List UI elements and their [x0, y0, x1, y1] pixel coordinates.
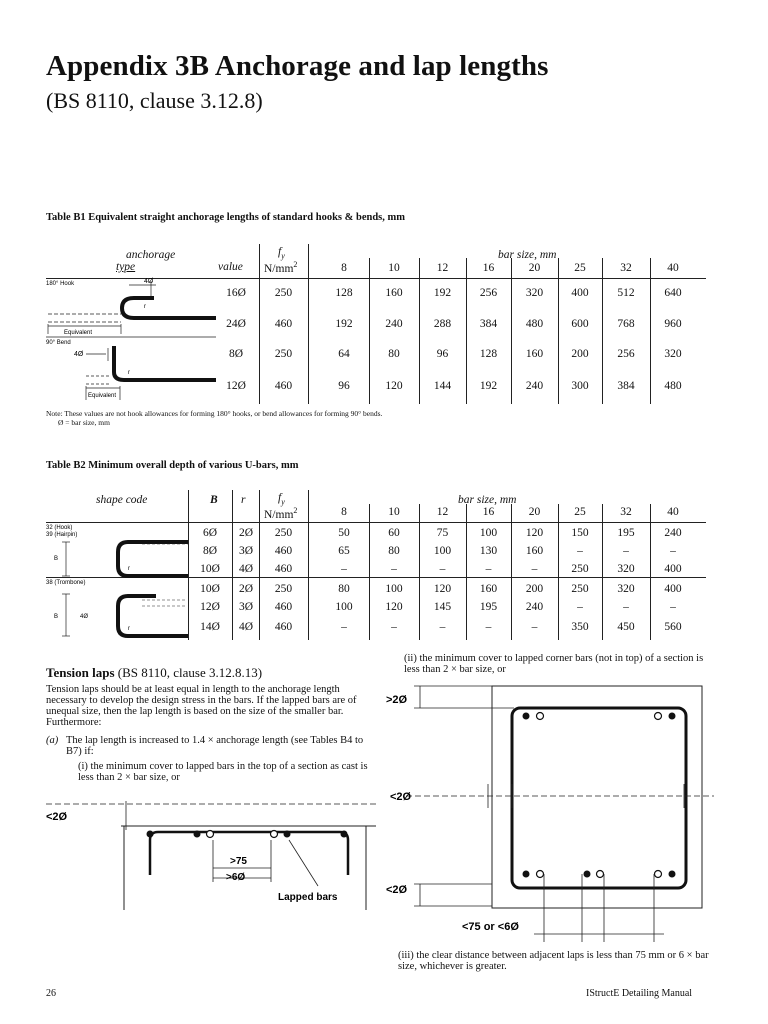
- b2-cell: 560: [664, 621, 682, 633]
- b2-b-label: B: [54, 556, 59, 562]
- b2-size-40: 40: [667, 506, 679, 518]
- b1-cell: 160: [525, 348, 544, 360]
- tension-a-label: (a): [46, 735, 59, 746]
- left-gap1-label: >75: [230, 856, 247, 867]
- b1-cell: 600: [571, 318, 589, 330]
- b1-note-1: Note: These values are not hook allowances for forming 180° hooks, or bend allowances for forming 90° bends.: [46, 409, 383, 418]
- b2-r-label: r: [128, 566, 130, 572]
- b1-cell: 200: [571, 348, 589, 360]
- b2-cell: 250: [571, 583, 589, 595]
- b2-cell: –: [391, 621, 397, 633]
- b1-cell: 96: [338, 380, 350, 392]
- b1-cell: 640: [664, 287, 682, 299]
- b2-cell-B: 12Ø: [200, 601, 220, 613]
- b1-cell-value: 16Ø: [226, 287, 246, 299]
- b2-cell: 120: [525, 527, 544, 539]
- tension-heading: [46, 664, 376, 682]
- b2-cell: 60: [388, 527, 400, 539]
- b1-note-2: Ø = bar size, mm: [58, 418, 110, 427]
- b2-cell: 150: [571, 527, 589, 539]
- b2-cell: –: [341, 563, 347, 575]
- b1-cell: 128: [335, 287, 353, 299]
- hook-r-label: r: [144, 304, 146, 310]
- b2-cell: –: [577, 545, 583, 557]
- page-subtitle: (BS 8110, clause 3.12.8): [46, 88, 263, 113]
- page-number: 26: [46, 988, 56, 999]
- b1-cell-value: 24Ø: [226, 318, 246, 330]
- b2-r-label-2: r: [128, 626, 130, 632]
- tension-heading-normal: (BS 8110, clause 3.12.8.13): [114, 665, 263, 680]
- b1-cell: 120: [385, 380, 403, 392]
- tension-i-text: (i) the minimum cover to lapped bars in the top of a section as cast is less than 2 × bar size, or: [78, 761, 368, 783]
- diagram-top-laps: [46, 800, 376, 910]
- b2-cell: –: [577, 601, 583, 613]
- b1-cell: 768: [617, 318, 635, 330]
- table-b1-caption: Table B1 Equivalent straight anchorage lengths of standard hooks & bends, mm: [46, 212, 405, 223]
- b1-size-25: 25: [574, 262, 586, 274]
- b1-head-value: value: [218, 261, 243, 273]
- b1-size-12: 12: [436, 262, 449, 274]
- table-b2-caption: Table B2 Minimum overall depth of various U-bars, mm: [46, 460, 299, 471]
- b2-cell: –: [439, 563, 446, 575]
- b2-cell: 120: [433, 583, 452, 595]
- b2-cell-fy: 460: [274, 563, 293, 575]
- tension-para: Tension laps should be at least equal in length to the anchorage length necessary to develop the design stress in the bars. If the lapped bars are of unequal size, then the lap length is based on the size of the smaller bar. Furthermore:: [46, 684, 357, 728]
- b2-head-B: B: [210, 494, 218, 506]
- b2-hairpin-label: 39 (Hairpin): [46, 532, 78, 538]
- b2-cell-B: 10Ø: [200, 563, 220, 575]
- page-title: Appendix 3B Anchorage and lap lengths: [46, 50, 549, 82]
- b2-cell-fy: 460: [274, 621, 293, 633]
- equiv-label: Equivalent: [64, 330, 93, 336]
- b1-cell: 256: [479, 287, 498, 299]
- tension-iii-text: (iii) the clear distance between adjacent laps is less than 75 mm or 6 × bar size, whichever is greater.: [398, 950, 709, 972]
- b2-cell: 320: [617, 563, 635, 575]
- b2-cell: 195: [617, 527, 635, 539]
- b2-cell: –: [439, 621, 446, 633]
- b2-cell: 240: [664, 527, 682, 539]
- b2-cell: 160: [525, 545, 544, 557]
- b1-head-unit: $N/mm^2$: [264, 260, 298, 275]
- tension-ii-text: (ii) the minimum cover to lapped corner bars (not in top) of a section is less than 2 × bar size, or: [404, 653, 704, 675]
- hook-dim-label: 4Ø: [144, 278, 154, 285]
- right-clear-label: <75 or <6Ø: [462, 921, 519, 933]
- b2-cell: 400: [664, 583, 682, 595]
- b2-cell: 160: [479, 583, 498, 595]
- b2-cell: 200: [525, 583, 544, 595]
- b2-b-label-2: B: [54, 614, 59, 620]
- lapped-bars-label: Lapped bars: [278, 892, 338, 903]
- b2-cell: 80: [338, 583, 350, 595]
- b2-cell: 100: [385, 583, 403, 595]
- tension-a-text: The lap length is increased to 1.4 × anchorage length (see Tables B4 to B7) if:: [66, 735, 364, 757]
- b2-cell: –: [485, 563, 492, 575]
- b1-cell: 80: [388, 348, 400, 360]
- b2-head-r: r: [241, 494, 246, 506]
- b1-cell: 240: [525, 380, 544, 392]
- b1-head-barsize: bar size, mm: [498, 249, 557, 261]
- left-cover-label: <2Ø: [46, 811, 68, 823]
- b2-head-fy: $f_y$: [278, 492, 285, 507]
- b1-cell-fy: 460: [274, 318, 293, 330]
- b1-cell: 256: [617, 348, 635, 360]
- b2-cell-fy: 250: [274, 583, 293, 595]
- b1-cell: 400: [571, 287, 589, 299]
- b1-cell: 384: [617, 380, 635, 392]
- b2-size-10: 10: [388, 506, 400, 518]
- b2-dim-4: 4Ø: [80, 614, 89, 620]
- b2-cell: 145: [433, 601, 452, 613]
- b2-size-16: 16: [482, 506, 495, 518]
- b2-size-25: 25: [574, 506, 586, 518]
- b1-size-10: 10: [388, 262, 400, 274]
- b1-cell-value: 8Ø: [228, 348, 244, 360]
- b2-cell: 120: [385, 601, 403, 613]
- b2-cell: 100: [479, 527, 498, 539]
- b2-cell: –: [623, 545, 629, 557]
- b1-hook-drawing: [46, 276, 216, 404]
- b2-cell-B: 10Ø: [200, 583, 220, 595]
- b2-cell-r: 3Ø: [238, 601, 254, 613]
- b1-cell: 192: [479, 380, 498, 392]
- bend-r-label: r: [128, 370, 130, 376]
- b1-size-40: 40: [667, 262, 679, 274]
- b2-cell: 350: [571, 621, 589, 633]
- b1-cell: 480: [525, 318, 544, 330]
- equiv-label-2: Equivalent: [88, 393, 117, 399]
- b1-size-20: 20: [528, 262, 541, 274]
- left-gap2-label: >6Ø: [226, 872, 246, 883]
- b1-cell: 320: [525, 287, 544, 299]
- b2-head-unit: $N/mm^2$: [264, 506, 298, 521]
- right-side-cover-label: <2Ø: [390, 791, 412, 803]
- b2-cell: 75: [436, 527, 449, 539]
- b2-cell: –: [670, 601, 676, 613]
- b2-cell: –: [341, 621, 347, 633]
- b2-head-barsize: bar size, mm: [458, 494, 517, 506]
- b2-cell: 240: [525, 601, 544, 613]
- b2-cell-r: 2Ø: [238, 583, 254, 595]
- right-top-cover-label: >2Ø: [386, 694, 408, 706]
- table-b2: [46, 490, 706, 640]
- b2-cell: 80: [388, 545, 400, 557]
- b1-size-8: 8: [341, 262, 347, 274]
- b2-cell: 130: [479, 545, 498, 557]
- b2-cell-r: 4Ø: [238, 563, 254, 575]
- b2-ubar-drawing: [46, 522, 188, 640]
- b2-cell: –: [391, 563, 397, 575]
- diagram-corner-laps: [384, 684, 714, 944]
- b1-cell: 384: [479, 318, 498, 330]
- b1-size-16: 16: [482, 262, 495, 274]
- b1-cell: 960: [664, 318, 682, 330]
- b2-cell: –: [531, 621, 538, 633]
- hook-label: 180° Hook: [46, 281, 75, 287]
- table-b1: [46, 244, 706, 404]
- b2-size-12: 12: [436, 506, 449, 518]
- b2-cell: 400: [664, 563, 682, 575]
- b2-cell: –: [670, 545, 676, 557]
- b2-cell-fy: 460: [274, 601, 293, 613]
- b1-cell: 480: [664, 380, 682, 392]
- b2-cell-r: 3Ø: [238, 545, 254, 557]
- b2-trombone-label: 38 (Trombone): [46, 580, 86, 586]
- b1-cell: 64: [338, 348, 350, 360]
- b2-cell-fy: 460: [274, 545, 293, 557]
- b2-hook-label: 32 (Hook): [46, 525, 73, 531]
- bend-dim-label: 4Ø: [74, 351, 84, 358]
- footer-manual: IStructE Detailing Manual: [586, 988, 693, 999]
- b1-head-anchorage: anchorage: [126, 249, 176, 261]
- b2-cell: 195: [479, 601, 498, 613]
- b1-head-fy: $f_y$: [278, 246, 285, 261]
- b2-cell: 65: [338, 545, 350, 557]
- b1-head-type: type: [116, 261, 136, 273]
- b1-cell-fy: 250: [274, 287, 293, 299]
- b2-cell-fy: 250: [274, 527, 293, 539]
- b2-size-8: 8: [341, 506, 347, 518]
- b2-cell: 250: [571, 563, 589, 575]
- b1-cell: 320: [664, 348, 682, 360]
- b1-cell: 128: [479, 348, 498, 360]
- b1-cell: 300: [571, 380, 589, 392]
- b2-cell-r: 4Ø: [238, 621, 254, 633]
- b2-size-20: 20: [528, 506, 541, 518]
- b1-cell-value: 12Ø: [226, 380, 246, 392]
- b2-cell: 450: [617, 621, 635, 633]
- b1-cell: 288: [433, 318, 452, 330]
- right-bottom-cover-label: <2Ø: [386, 884, 408, 896]
- b1-cell: 144: [433, 380, 452, 392]
- b2-cell-B: 6Ø: [202, 527, 218, 539]
- bend-label: 90° Bend: [46, 340, 71, 346]
- b2-size-32: 32: [620, 506, 632, 518]
- b1-cell: 240: [385, 318, 403, 330]
- b2-cell: 100: [433, 545, 452, 557]
- b2-cell-r: 2Ø: [238, 527, 254, 539]
- b2-cell-B: 14Ø: [200, 621, 220, 633]
- b1-size-32: 32: [620, 262, 632, 274]
- tension-heading-bold: Tension laps: [46, 665, 115, 680]
- b1-cell-fy: 250: [274, 348, 293, 360]
- b2-cell: –: [485, 621, 492, 633]
- b1-cell: 192: [335, 318, 353, 330]
- b1-cell: 512: [617, 287, 635, 299]
- b1-cell: 192: [433, 287, 452, 299]
- b1-cell-fy: 460: [274, 380, 293, 392]
- b2-cell-B: 8Ø: [202, 545, 218, 557]
- b2-cell: 100: [335, 601, 353, 613]
- b2-cell: –: [623, 601, 629, 613]
- b1-cell: 96: [436, 348, 449, 360]
- b2-head-shape: shape code: [96, 494, 148, 506]
- b1-cell: 160: [385, 287, 403, 299]
- b2-cell: 50: [338, 527, 350, 539]
- b2-cell: –: [531, 563, 538, 575]
- b2-cell: 320: [617, 583, 635, 595]
